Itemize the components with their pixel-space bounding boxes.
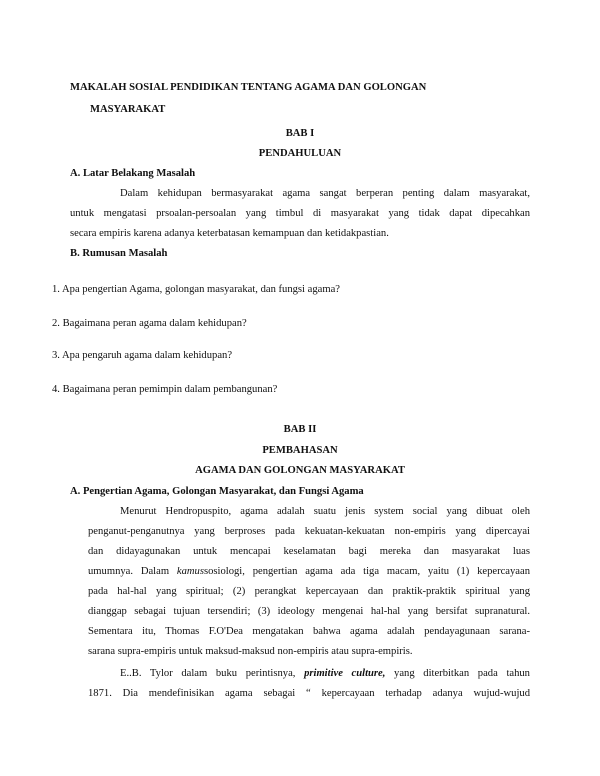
text-run: E..B. Tylor dalam buku perintisnya,: [120, 668, 305, 679]
section-a-heading: A. Latar Belakang Masalah: [70, 168, 196, 179]
question-item: 3. Apa pengaruh agama dalam kehidupan?: [52, 350, 233, 361]
paragraph-line: Menurut Hendropuspito, agama adalah suatu jenis system social yang dibuat oleh: [120, 506, 530, 517]
section-2a-heading: A. Pengertian Agama, Golongan Masyarakat, dan Fungsi Agama: [70, 486, 364, 497]
paragraph-line: dan didayagunakan untuk mencapai keselamatan bagi mereka dan masyarakat luas: [88, 546, 530, 557]
paragraph-line: pada hal-hal yang spiritual; (2) perangkat kepercayaan dan praktik-praktik spiritual yang: [88, 586, 530, 597]
text-run: sosiologi, pengertian agama ada tiga macam, yaitu (1) kepercayaan: [203, 566, 531, 577]
paragraph-line: secara empiris karena adanya keterbatasan kemampuan dan ketidakpastian.: [70, 228, 389, 239]
text-run: yang diterbitkan pada tahun: [385, 668, 530, 679]
paragraph-line: Dalam kehidupan bermasyarakat agama sangat berperan penting dalam masyarakat,: [120, 188, 530, 199]
paragraph-line: dianggap sebagai tujuan tersendiri; (3) ideology mengenai hal-hal yang bersifat supranatural.: [88, 606, 530, 617]
paragraph-line: 1871. Dia mendefinisikan agama sebagai “ kepercayaan terhadap adanya wujud-wujud: [88, 688, 530, 699]
paragraph-line: untuk mengatasi prsoalan-persoalan yang timbul di masyarakat yang tidak dapat dipecahkan: [70, 208, 530, 219]
question-item: 1. Apa pengertian Agama, golongan masyarakat, dan fungsi agama?: [52, 284, 340, 295]
paragraph-line: Sementara itu, Thomas F.O'Dea mengatakan bahwa agama adalah pendayagunaan sarana-: [88, 626, 530, 637]
italic-term: kamus: [176, 566, 204, 577]
question-item: 4. Bagaimana peran pemimpin dalam pembangunan?: [52, 384, 278, 395]
paragraph-line: [88, 664, 530, 684]
chapter-2-title: PEMBAHASAN: [262, 445, 338, 456]
chapter-1-title: PENDAHULUAN: [258, 148, 342, 159]
definition-paragraph: [88, 502, 530, 662]
doc-title-line2: MASYARAKAT: [90, 104, 166, 115]
chapter-1-label: BAB I: [285, 128, 315, 139]
chapter-2-subtitle: AGAMA DAN GOLONGAN MASYARAKAT: [195, 465, 405, 476]
background-paragraph: [70, 184, 530, 244]
text-run: umumnya. Dalam: [88, 566, 177, 577]
section-b-heading: B. Rumusan Masalah: [70, 248, 168, 259]
paragraph-line: [88, 562, 530, 582]
italic-title: primitive culture,: [304, 668, 386, 679]
paragraph-line: penganut-penganutnya yang berproses pada kekuatan-kekuatan non-empiris yang dipercayai: [88, 526, 530, 537]
question-item: 2. Bagaimana peran agama dalam kehidupan?: [52, 318, 247, 329]
chapter-2-label: BAB II: [283, 424, 317, 435]
doc-title-line1: MAKALAH SOSIAL PENDIDIKAN TENTANG AGAMA DAN GOLONGAN: [70, 82, 427, 93]
paragraph-line: sarana supra-empiris untuk maksud-maksud non-empiris atau supra-empiris.: [88, 646, 413, 657]
tylor-paragraph: [88, 664, 530, 704]
